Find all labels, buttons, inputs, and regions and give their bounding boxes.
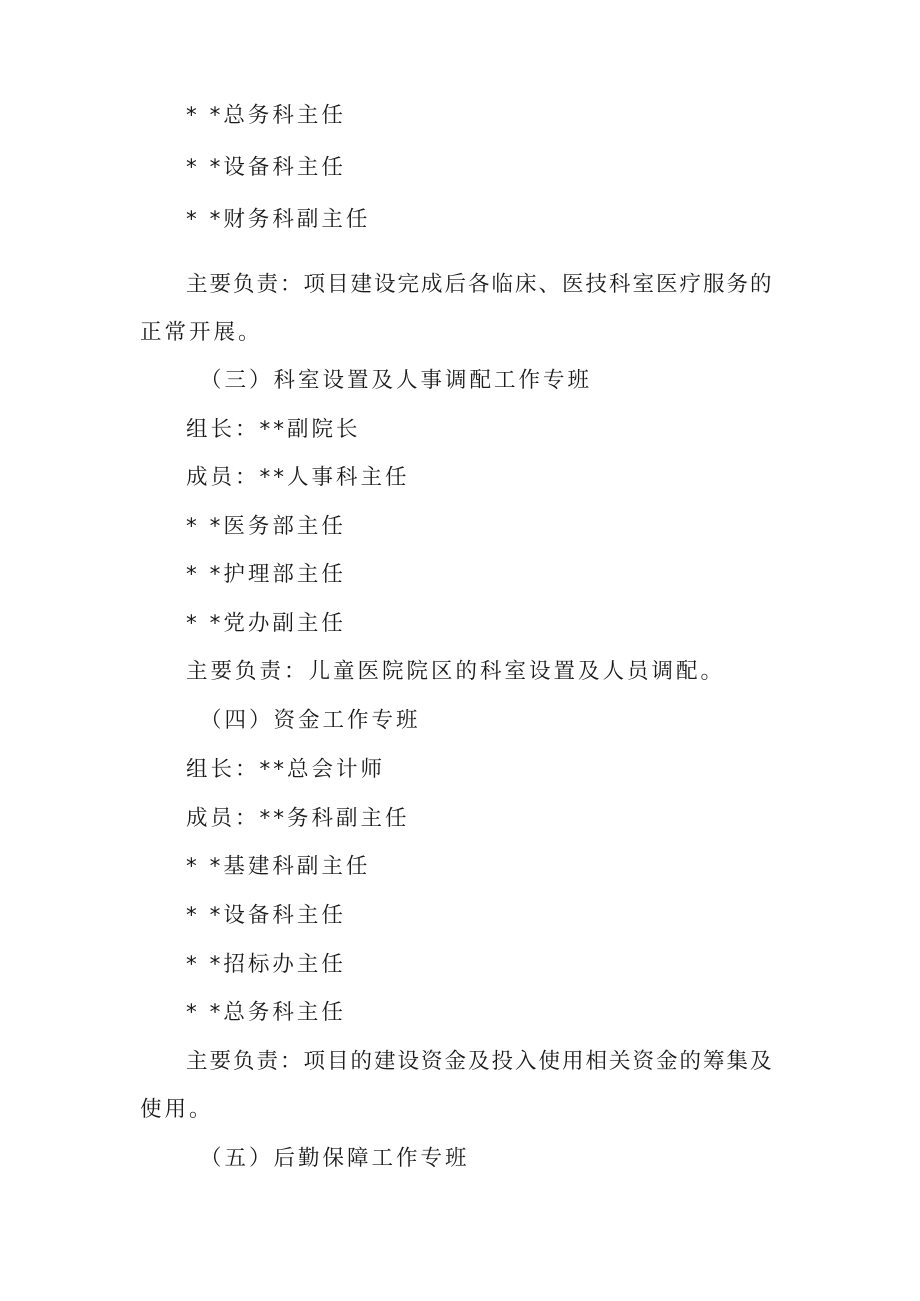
section-heading: （四）资金工作专班 [200,708,421,733]
group-members-line: 成员：**人事科主任 [186,465,410,490]
responsibility-paragraph-line: 正常开展。 [140,320,263,345]
member-line: * *总务科主任 [186,1000,346,1025]
member-line: * *设备科主任 [186,903,346,928]
section-heading: （三）科室设置及人事调配工作专班 [200,368,593,393]
group-members-line: 成员：**务科副主任 [186,806,410,831]
responsibility-paragraph-line: 主要负责：项目建设完成后各临床、医技科室医疗服务的 [186,272,774,297]
group-leader-line: 组长：**副院长 [186,417,361,442]
member-line: * *设备科主任 [186,155,346,180]
member-line: * *招标办主任 [186,952,346,977]
responsibility-paragraph-line: 主要负责：项目的建设资金及投入使用相关资金的筹集及 [186,1049,774,1074]
section-heading: （五）后勤保障工作专班 [200,1146,470,1171]
member-line: * *总务科主任 [186,103,346,128]
group-leader-line: 组长：**总会计师 [186,757,386,782]
member-line: * *护理部主任 [186,562,346,587]
member-line: * *医务部主任 [186,514,346,539]
member-line: * *财务科副主任 [186,207,371,232]
responsibility-paragraph-line: 主要负责：儿童医院院区的科室设置及人员调配。 [186,659,726,684]
member-line: * *党办副主任 [186,611,346,636]
responsibility-paragraph-line: 使用。 [140,1097,214,1122]
member-line: * *基建科副主任 [186,854,371,879]
